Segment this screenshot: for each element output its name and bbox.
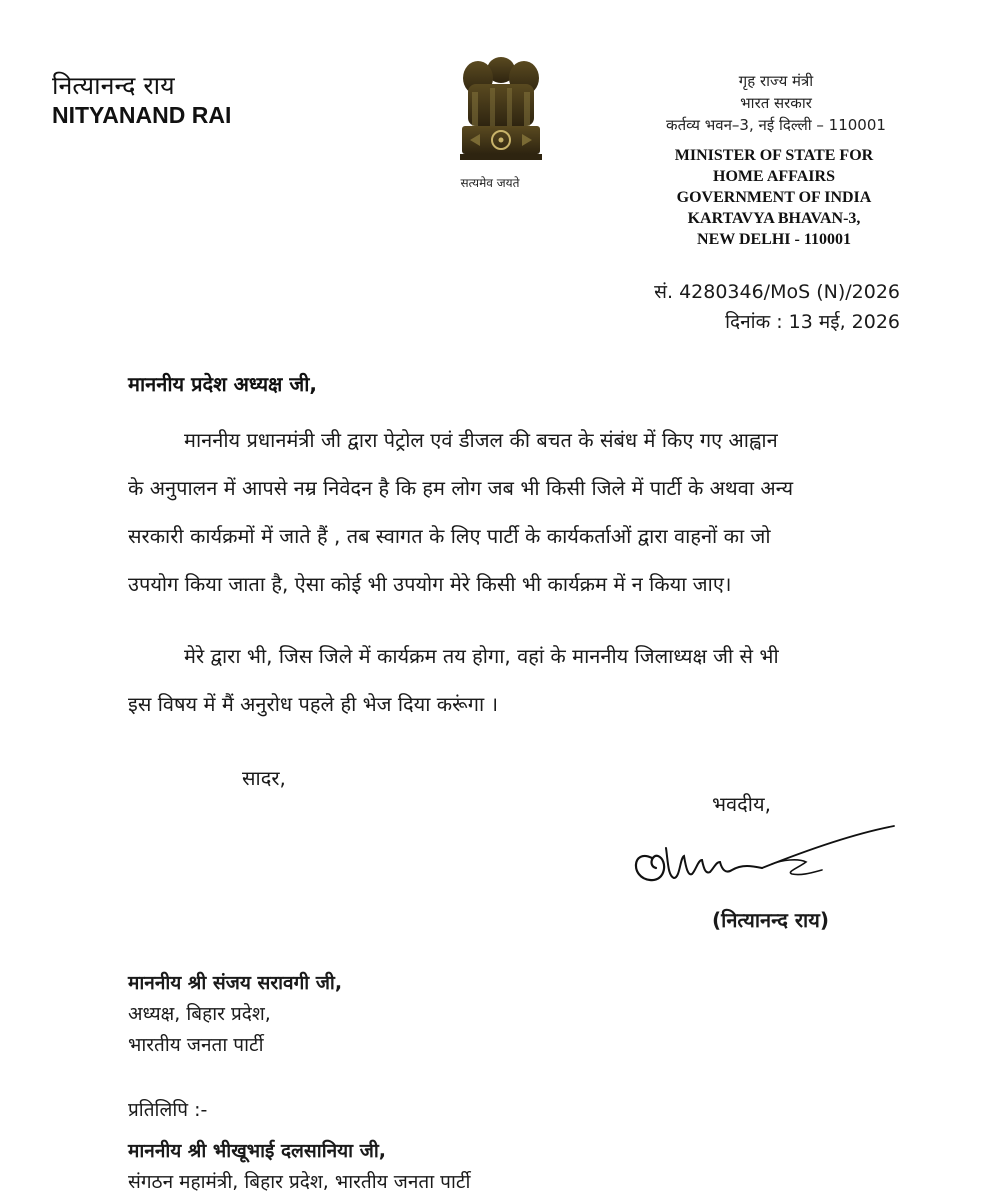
- paragraph-1: [128, 416, 898, 608]
- paragraph-line: सरकारी कार्यक्रमों में जाते हैं , तब स्वागत के लिए पार्टी के कार्यकर्ताओं द्वारा वाहनों का जो: [128, 524, 771, 548]
- office-english-line: NEW DELHI - 110001: [697, 231, 851, 248]
- signature-icon: [622, 818, 902, 898]
- office-hindi-line: कर्तव्य भवन–3, नई दिल्ली – 110001: [666, 116, 886, 134]
- emblem-motto: सत्यमेव जयते: [460, 176, 520, 190]
- office-english-line: HOME AFFAIRS: [713, 168, 835, 185]
- office-english-line: GOVERNMENT OF INDIA: [676, 189, 872, 206]
- closing-regards: सादर,: [242, 766, 286, 790]
- office-hindi-line: गृह राज्य मंत्री: [738, 72, 814, 90]
- paragraph-line: के अनुपालन में आपसे नम्र निवेदन है कि हम लोग जब भी किसी जिले में पार्टी के अथवा अन्य: [128, 476, 794, 500]
- office-english-line: KARTAVYA BHAVAN-3,: [687, 210, 861, 227]
- copy-recipient-name: माननीय श्री भीखूभाई दलसानिया जी,: [128, 1140, 386, 1162]
- paragraph-line: उपयोग किया जाता है, ऐसा कोई भी उपयोग मेरे किसी भी कार्यक्रम में न किया जाए।: [128, 572, 732, 596]
- office-address-english: [640, 145, 908, 250]
- paragraph-2: [128, 632, 898, 728]
- letter-date: दिनांक : 13 मई, 2026: [725, 311, 900, 333]
- sender-name-english: NITYANAND RAI: [52, 102, 232, 128]
- copy-to-label: प्रतिलिपि :-: [128, 1099, 208, 1121]
- office-address-hindi: [636, 70, 916, 136]
- office-hindi-line: भारत सरकार: [740, 94, 812, 112]
- reference-block: [654, 277, 900, 337]
- copy-recipient-block: [128, 1136, 470, 1198]
- paragraph-line: इस विषय में मैं अनुरोध पहले ही भेज दिया करूंगा ।: [128, 692, 499, 716]
- addressee-block: [128, 968, 342, 1061]
- office-english-line: MINISTER OF STATE FOR: [674, 147, 874, 164]
- yours-faithfully: भवदीय,: [712, 792, 771, 816]
- salutation: माननीय प्रदेश अध्यक्ष जी,: [128, 372, 317, 396]
- signer-name: (नित्यानन्द राय): [712, 908, 829, 932]
- copy-recipient-designation: संगठन महामंत्री, बिहार प्रदेश, भारतीय जनता पार्टी: [128, 1171, 471, 1193]
- paragraph-line: मेरे द्वारा भी, जिस जिले में कार्यक्रम तय होगा, वहां के माननीय जिलाध्यक्ष जी से भी: [184, 644, 779, 668]
- addressee-organization: भारतीय जनता पार्टी: [128, 1034, 264, 1056]
- addressee-designation: अध्यक्ष, बिहार प्रदेश,: [128, 1003, 271, 1025]
- reference-number: सं. 4280346/MoS (N)/2026: [654, 281, 900, 303]
- addressee-name: माननीय श्री संजय सरावगी जी,: [128, 972, 343, 994]
- sender-name-hindi: नित्यानन्द राय: [52, 71, 175, 100]
- paragraph-line: माननीय प्रधानमंत्री जी द्वारा पेट्रोल एवं डीजल की बचत के संबंध में किए गए आह्वान: [184, 428, 778, 452]
